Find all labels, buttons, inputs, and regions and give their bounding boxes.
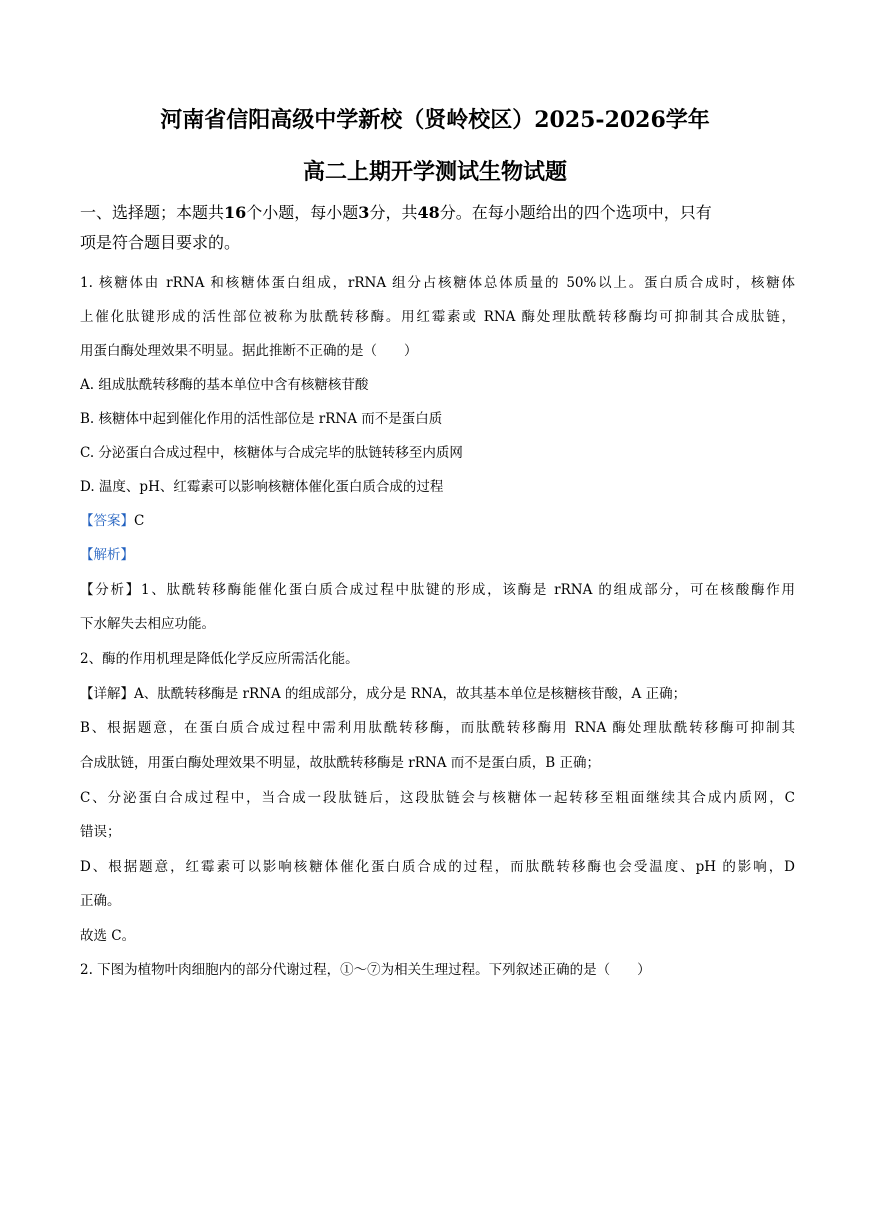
q1-option-a: A. 组成肽酰转移酶的基本单位中含有核糖核苷酸 [80,377,369,393]
q2-stem: 2. 下图为植物叶肉细胞内的部分代谢过程，①～⑦为相关生理过程。下列叙述正确的是（ ） [80,962,651,978]
exam-title-line-2: 高二上期开学测试生物试题 [302,159,567,185]
exam-title-line-1: 河南省信阳高级中学新校（贤岭校区）2025-2026学年 [160,107,710,133]
q1-option-b: B. 核糖体中起到催化作用的活性部位是 rRNA 而不是蛋白质 [80,411,443,427]
q1-option-d: D. 温度、pH、红霉素可以影响核糖体催化蛋白质合成的过程 [80,479,444,495]
section-heading-line-1: 一、选择题；本题共16个小题，每小题3分，共48分。在每小题给出的四个选项中，只有 [80,203,712,222]
q1-analysis-line-1: 【分析】1、肽酰转移酶能催化蛋白质合成过程中肽键的形成，该酶是 rRNA 的组成部分，可在核酸酶作用 [80,582,795,598]
answer-tag: 【答案】 [80,513,134,529]
q1-stem-line-3: 用蛋白酶处理效果不明显。据此推断不正确的是（ ） [80,343,418,359]
q1-analysis-line-2: 下水解失去相应功能。 [80,616,215,632]
q1-detail-line-1: 【详解】A、肽酰转移酶是 rRNA 的组成部分，成分是 RNA，故其基本单位是核糖核苷酸，A 正确； [80,686,687,702]
answer-value: C [134,513,145,529]
q1-detail-line-4: C、分泌蛋白合成过程中，当合成一段肽链后，这段肽链会与核糖体一起转移至粗面继续其合成内质网，C [80,790,795,806]
q1-analysis-tag: 【解析】 [80,547,134,563]
q1-detail-line-6: D、根据题意，红霉素可以影响核糖体催化蛋白质合成的过程，而肽酰转移酶也会受温度、pH 的影响，D [80,859,795,875]
section-heading-line-2: 项是符合题目要求的。 [80,233,241,252]
q1-option-c: C. 分泌蛋白合成过程中，核糖体与合成完毕的肽链转移至内质网 [80,445,463,461]
q1-conclusion: 故选 C。 [80,928,136,944]
q1-stem-line-2: 上催化肽键形成的活性部位被称为肽酰转移酶。用红霉素或 RNA 酶处理肽酰转移酶均可抑制其合成肽链， [80,309,795,325]
q1-stem-line-1: 1. 核糖体由 rRNA 和核糖体蛋白组成，rRNA 组分占核糖体总体质量的 50%以上。蛋白质合成时，核糖体 [80,275,795,291]
q1-detail-line-2: B、根据题意，在蛋白质合成过程中需利用肽酰转移酶，而肽酰转移酶用 RNA 酶处理肽酰转移酶可抑制其 [80,720,795,736]
points-total: 48 [417,203,440,222]
q1-detail-line-7: 正确。 [80,893,121,909]
q1-answer [80,511,795,531]
q1-detail-line-3: 合成肽链，用蛋白酶处理效果不明显，故肽酰转移酶是 rRNA 而不是蛋白质，B 正确； [80,755,600,771]
q1-detail-line-5: 错误； [80,824,121,840]
question-count: 16 [224,203,247,222]
q1-analysis-line-3: 2、酶的作用机理是降低化学反应所需活化能。 [80,651,359,667]
points-each: 3 [358,203,370,222]
